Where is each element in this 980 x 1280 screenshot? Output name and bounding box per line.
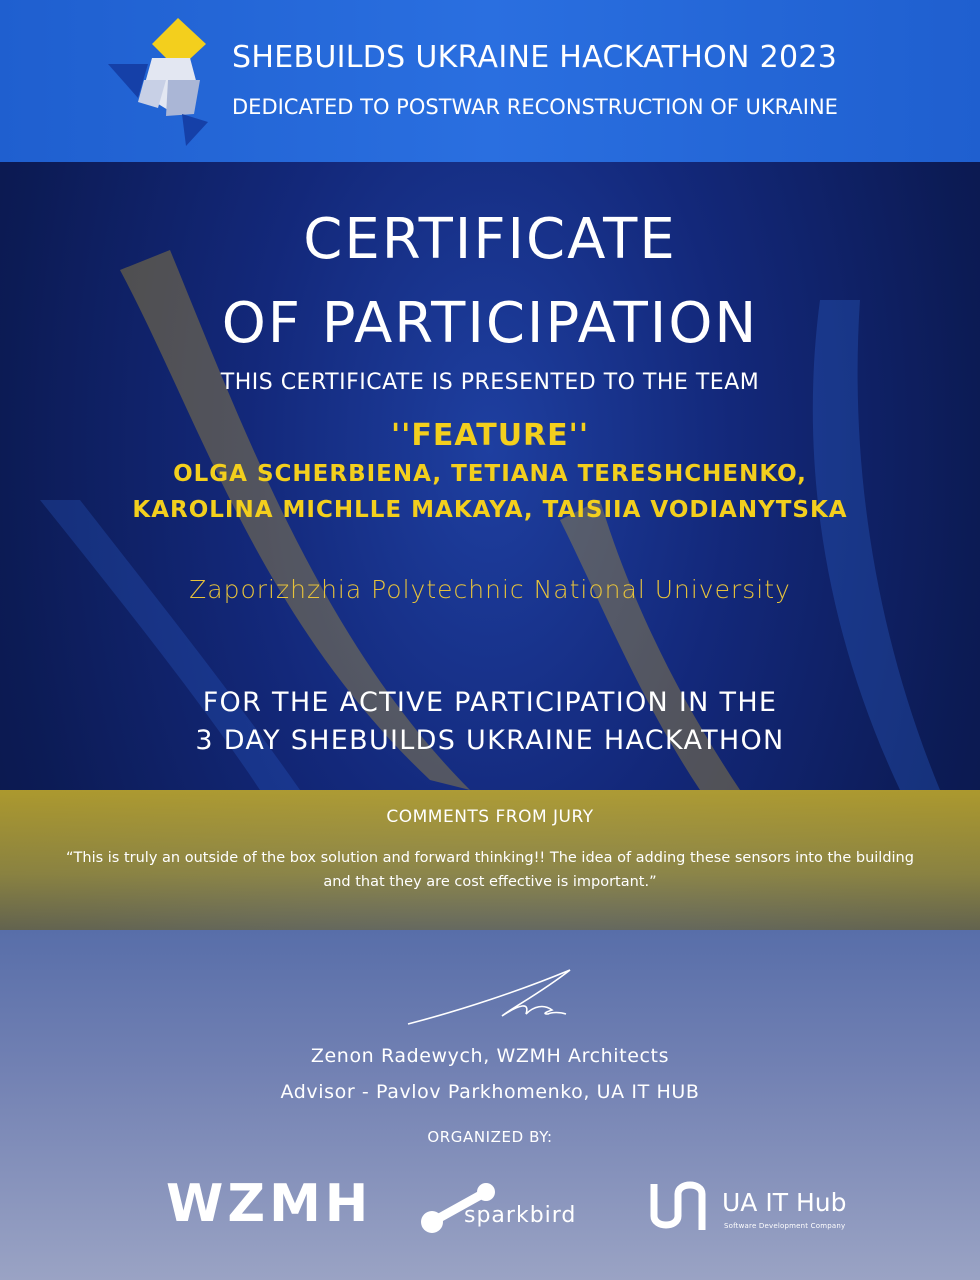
event-subtitle: DEDICATED TO POSTWAR RECONSTRUCTION OF UKRAINE (232, 95, 838, 119)
jury-comment-line-2: and that they are cost effective is important.” (323, 874, 657, 890)
team-members-line-2: KAROLINA MICHLLE MAKAYA, TAISIIA VODIANYTSKA (132, 497, 848, 523)
jury-comment-line-1: “This is truly an outside of the box solution and forward thinking!! The idea of adding these sensors into the building (66, 850, 914, 866)
certificate-title-line-1: CERTIFICATE (303, 207, 677, 272)
team-members (0, 456, 980, 528)
jury-comment (40, 846, 940, 894)
jury-heading: COMMENTS FROM JURY (386, 807, 594, 827)
ua-it-hub-tagline: Software Development Company (724, 1222, 846, 1230)
participation-reason-line-1: FOR THE ACTIVE PARTICIPATION IN THE (202, 687, 778, 718)
certificate-title (0, 198, 980, 366)
signatory-1: Zenon Radewych, WZMH Architects (310, 1045, 670, 1067)
team-members-line-1: OLGA SCHERBIENA, TETIANA TERESHCHENKO, (173, 461, 807, 487)
ua-it-hub-logo-icon (648, 1180, 718, 1234)
certificate-title-line-2: OF PARTICIPATION (221, 291, 759, 356)
organized-by-label: ORGANIZED BY: (427, 1128, 553, 1146)
ua-it-hub-logo-text: UA IT Hub (722, 1188, 847, 1217)
signatories (0, 1038, 980, 1110)
participation-reason-line-2: 3 DAY SHEBUILDS UKRAINE HACKATHON (195, 725, 785, 756)
hackathon-logo (108, 18, 226, 146)
event-title: SHEBUILDS UKRAINE HACKATHON 2023 (232, 40, 838, 75)
team-name: ''FEATURE'' (390, 418, 590, 453)
university-name: Zaporizhzhia Polytechnic National University (189, 575, 791, 604)
presented-to-text: THIS CERTIFICATE IS PRESENTED TO THE TEAM (220, 370, 760, 395)
participation-reason (0, 684, 980, 760)
sparkbird-logo-text: sparkbird (464, 1203, 577, 1228)
wzmh-logo: WZMH (166, 1174, 373, 1234)
signature (402, 962, 582, 1032)
header-banner (0, 0, 980, 162)
signatory-2: Advisor - Pavlov Parkhomenko, UA IT HUB (280, 1081, 700, 1103)
